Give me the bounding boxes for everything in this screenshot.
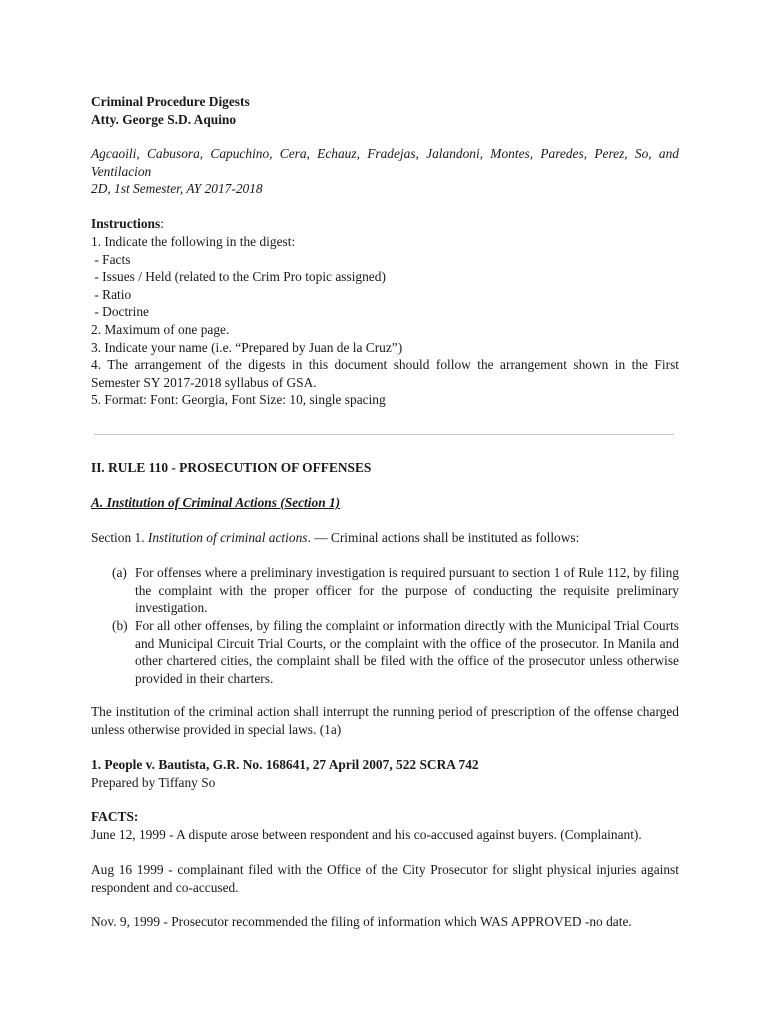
term-line: 2D, 1st Semester, AY 2017-2018: [91, 181, 263, 196]
instruction-line: - Facts: [91, 251, 131, 267]
case-title: 1. People v. Bautista, G.R. No. 168641, 27 April 2007, 522 SCRA 742: [91, 757, 479, 772]
section-prefix: Section 1.: [91, 530, 148, 545]
instruction-line: 4. The arrangement of the digests in this document should follow the arrangement shown in the First Semester SY 2017-2018 syllabus of GSA.: [91, 357, 679, 390]
section-subheading: A. Institution of Criminal Actions (Section 1): [91, 495, 341, 510]
section-closing: The institution of the criminal action shall interrupt the running period of prescription of the offense charged unless otherwise provided in special laws. (1a): [91, 704, 679, 737]
instruction-line: 3. Indicate your name (i.e. “Prepared by Juan de la Cruz”): [91, 339, 403, 355]
fact-paragraph: June 12, 1999 - A dispute arose between respondent and his co-accused against buyers. (Complainant).: [91, 827, 642, 842]
case-prepared-by: Prepared by Tiffany So: [91, 775, 216, 790]
instruction-line: 5. Format: Font: Georgia, Font Size: 10, single spacing: [91, 392, 386, 408]
list-item-text: For all other offenses, by filing the complaint or information directly with the Municipal Trial Courts and Municipal Circuit Trial Courts, or the complaint with the office of the prosecutor. In Manila and other chartered cities, the complaint shall be filed with the office of the prosecutor unless otherwise provided in their charters.: [135, 618, 679, 686]
fact-paragraph: Aug 16 1999 - complainant filed with the Office of the City Prosecutor for slight physical injuries against respondent and co-accused.: [91, 862, 679, 895]
list-item: [112, 617, 679, 687]
professor-name: Atty. George S.D. Aquino: [91, 112, 237, 127]
authors-list: Agcaoili, Cabusora, Capuchino, Cera, Echauz, Fradejas, Jalandoni, Montes, Paredes, Perez, So, and Ventilacion: [91, 146, 679, 179]
document-title: Criminal Procedure Digests: [91, 94, 250, 109]
section-rest: . — Criminal actions shall be instituted as follows:: [307, 530, 580, 545]
instructions-heading: [91, 215, 679, 233]
horizontal-divider: [94, 434, 674, 435]
instruction-line: 2. Maximum of one page.: [91, 321, 230, 337]
list-item-label: (b): [112, 618, 128, 633]
rule-heading: II. RULE 110 - PROSECUTION OF OFFENSES: [91, 460, 372, 475]
instruction-line: - Doctrine: [91, 304, 150, 320]
instructions-list: [91, 233, 679, 409]
list-item-text: For offenses where a preliminary investigation is required pursuant to section 1 of Rule 112, by filing the complaint with the proper officer for the purpose of conducting the requisite preliminary investigation.: [135, 565, 679, 616]
facts-heading: FACTS:: [91, 809, 139, 824]
list-item: [112, 564, 679, 617]
instruction-line: - Issues / Held (related to the Crim Pro topic assigned): [91, 269, 386, 285]
instruction-line: - Ratio: [91, 286, 132, 302]
instruction-line: 1. Indicate the following in the digest:: [91, 234, 296, 249]
list-item-label: (a): [112, 565, 127, 580]
section-intro: [91, 529, 679, 547]
instructions-heading-text: Instructions: [91, 216, 161, 231]
section-italic-title: Institution of criminal actions: [147, 530, 308, 545]
fact-paragraph: Nov. 9, 1999 - Prosecutor recommended the filing of information which WAS APPROVED -no date.: [91, 914, 632, 929]
instructions-heading-colon: :: [160, 216, 164, 231]
